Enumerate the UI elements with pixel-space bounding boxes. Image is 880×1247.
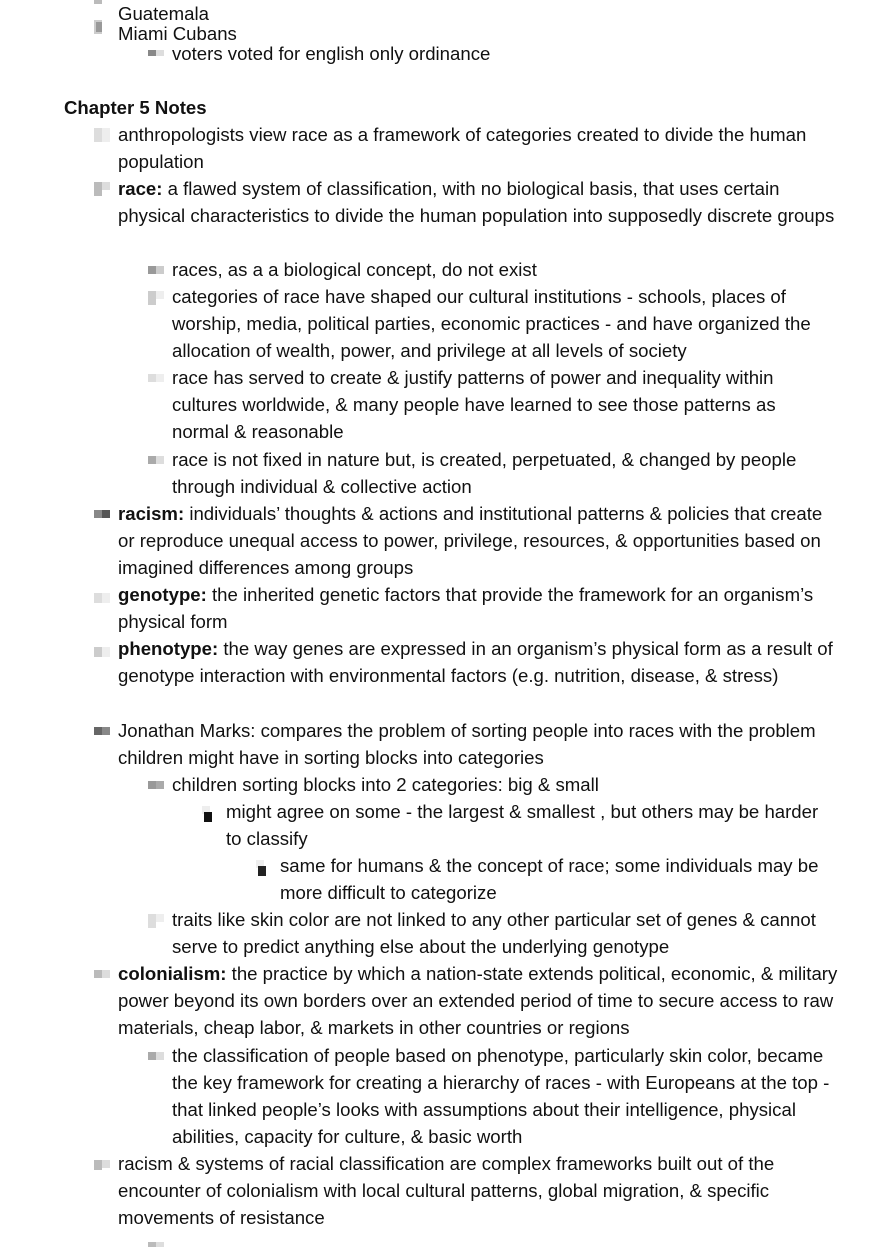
bullet-icon <box>94 725 110 739</box>
list-item: Guatemala <box>118 3 209 24</box>
list-item: categories of race have shaped our cultural institutions - schools, places of worship, media, political parties, economic practices - and have organized the allocation of wealth, power, and privilege at all levels of society <box>172 286 811 361</box>
list-item <box>118 500 838 581</box>
bullet-icon <box>94 589 110 603</box>
bullet-icon <box>148 48 164 62</box>
list-item <box>118 175 838 229</box>
list-item: races, as a a biological concept, do not exist <box>172 259 537 280</box>
term: race: <box>118 178 163 199</box>
list-item: race is not fixed in nature but, is created, perpetuated, & changed by people through individual & collective action <box>172 449 797 497</box>
bullet-icon <box>148 291 164 305</box>
bullet-icon <box>148 264 164 278</box>
bullet-icon <box>148 1050 164 1064</box>
list-item <box>118 581 838 635</box>
bullet-icon <box>94 1158 110 1172</box>
bullet-icon <box>94 643 110 657</box>
list-item: racism & systems of racial classification are complex frameworks built out of the encounter of colonialism with local cultural patterns, global migration, & specific movements of resistance <box>118 1153 775 1228</box>
list-item: voters voted for english only ordinance <box>172 43 491 64</box>
definition: the practice by which a nation-state extends political, economic, & military power beyond its own borders over an extended period of time to secure access to raw materials, cheap labor, & markets in other countries or regions <box>118 963 838 1038</box>
list-item: race has served to create & justify patterns of power and inequality within cultures worldwide, & many people have learned to see those patterns as normal & reasonable <box>172 367 776 442</box>
section-heading: Chapter 5 Notes <box>64 97 207 118</box>
definition: individuals’ thoughts & actions and institutional patterns & policies that create or reproduce unequal access to power, privilege, resources, & opportunities based on imagined differences among groups <box>118 503 823 578</box>
term: phenotype: <box>118 638 219 659</box>
bullet-icon <box>94 968 110 982</box>
list-item: the classification of people based on phenotype, particularly skin color, became the key framework for creating a hierarchy of races - with Europeans at the top - that linked people’s looks with assumptions about their intelligence, physical abilities, capacity for culture, & basic worth <box>172 1045 830 1147</box>
bullet-icon <box>94 128 110 142</box>
bullet-icon <box>148 914 164 928</box>
term: racism: <box>118 503 185 524</box>
definition: a flawed system of classification, with no biological basis, that uses certain physical characteristics to divide the human population into supposedly discrete groups <box>118 178 835 226</box>
bullet-icon <box>148 454 164 468</box>
term: genotype: <box>118 584 207 605</box>
bullet-icon <box>148 779 164 793</box>
list-item: children sorting blocks into 2 categories: big & small <box>172 774 599 795</box>
list-item <box>118 635 838 689</box>
list-item: same for humans & the concept of race; some individuals may be more difficult to categorize <box>280 855 819 903</box>
list-item: might agree on some - the largest & smallest , but others may be harder to classify <box>226 801 819 849</box>
definition: the inherited genetic factors that provide the framework for an organism’s physical form <box>118 584 814 632</box>
bullet-icon <box>256 860 272 874</box>
bullet-icon <box>148 1240 164 1247</box>
bullet-icon <box>202 806 218 820</box>
list-item: Miami Cubans <box>118 23 237 44</box>
list-item: Jonathan Marks: compares the problem of sorting people into races with the problem children might have in sorting blocks into categories <box>118 720 816 768</box>
bullet-icon <box>94 20 110 34</box>
list-item: traits like skin color are not linked to any other particular set of genes & cannot serve to predict anything else about the underlying genotype <box>172 909 816 957</box>
bullet-icon <box>94 182 110 196</box>
bullet-icon <box>94 508 110 522</box>
term: colonialism: <box>118 963 227 984</box>
definition: the way genes are expressed in an organism’s physical form as a result of genotype interaction with environmental factors (e.g. nutrition, disease, & stress) <box>118 638 833 686</box>
bullet-icon <box>148 372 164 386</box>
bullet-icon <box>94 0 110 8</box>
list-item: anthropologists view race as a framework of categories created to divide the human population <box>118 124 807 172</box>
list-item <box>118 960 838 1041</box>
